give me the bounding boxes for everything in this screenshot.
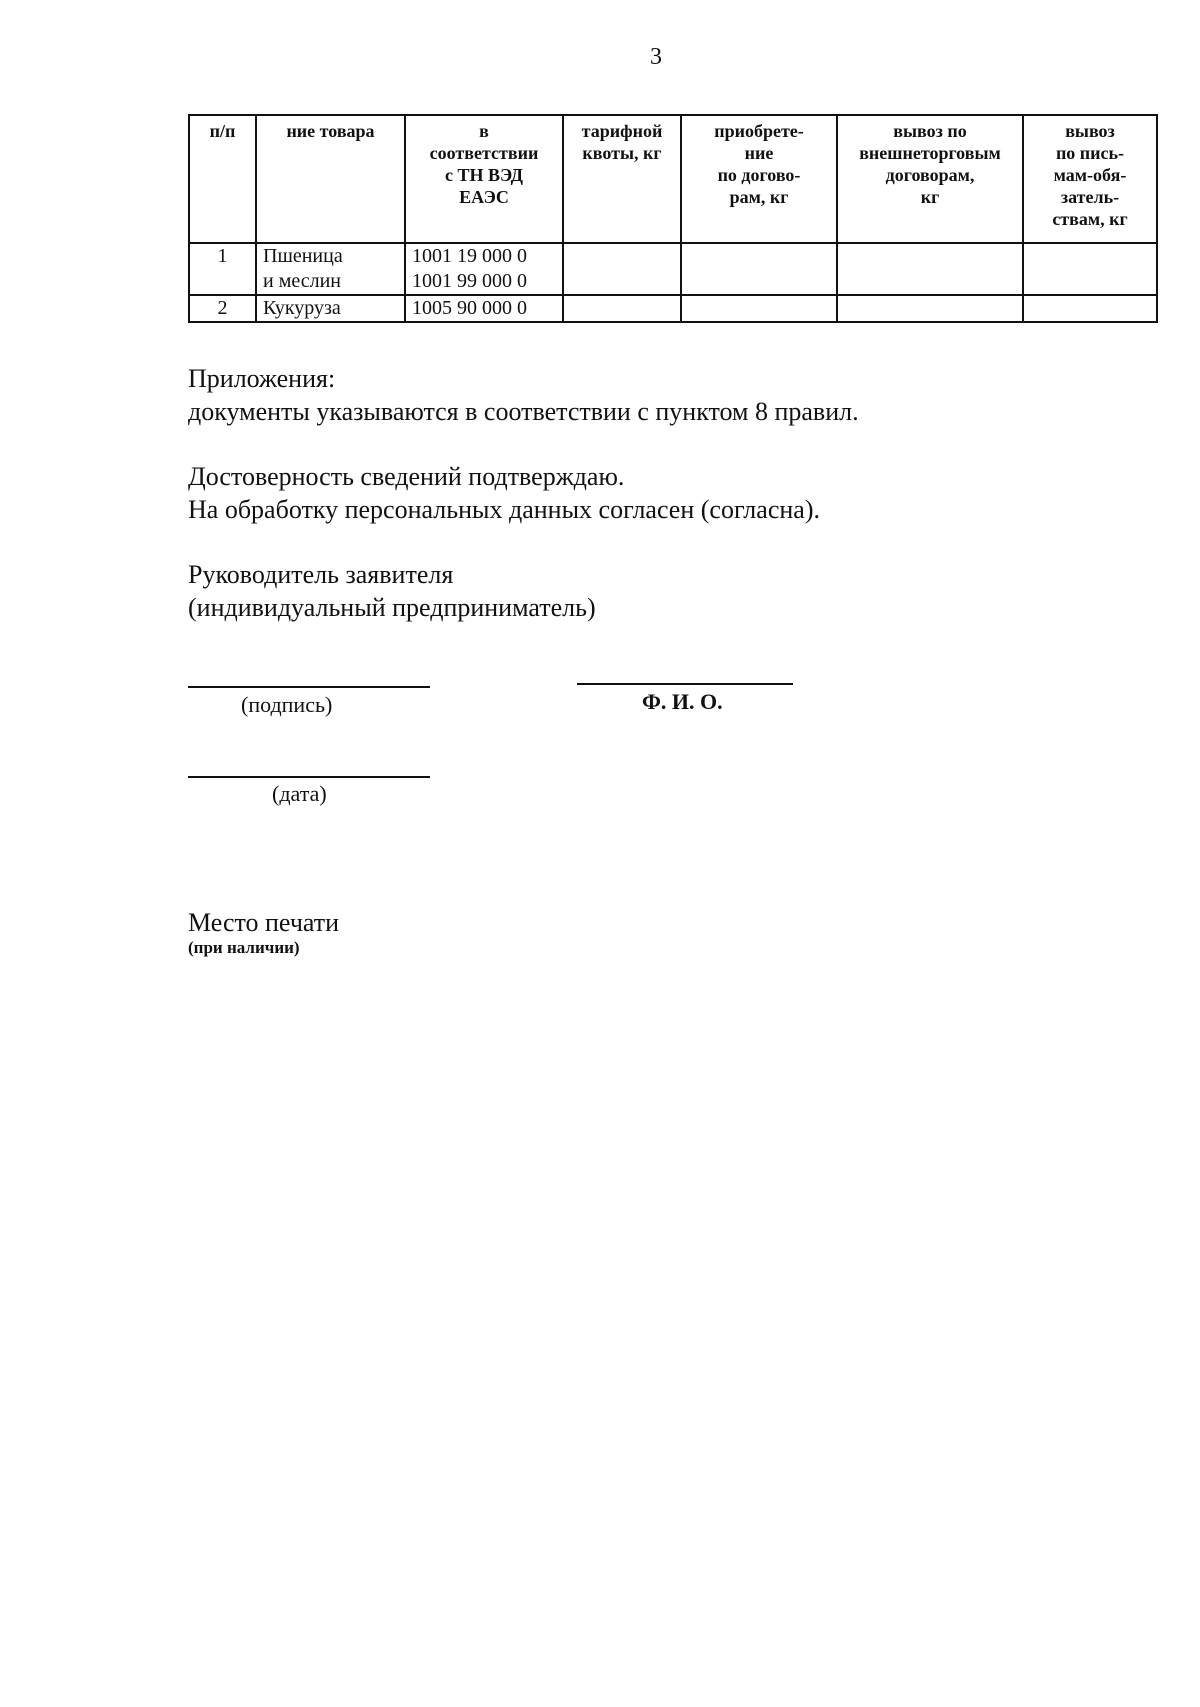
stamp-note: (при наличии) [188, 938, 300, 957]
table-cell [837, 295, 1023, 322]
header-cell-export-letters: вывоз по пись- мам-обя- затель- ствам, кг [1023, 115, 1157, 243]
table-row [189, 243, 1157, 295]
table-cell: 1 [189, 243, 256, 295]
table-cell [1023, 243, 1157, 295]
date-caption: (дата) [272, 781, 327, 806]
table-cell: Кукуруза [256, 295, 405, 322]
confirmation-line-2: На обработку персональных данных согласен (согласна). [188, 495, 820, 524]
table-cell: 1001 19 000 0 1001 99 000 0 [405, 243, 563, 295]
name-caption: Ф. И. О. [642, 689, 723, 714]
table-row [189, 295, 1157, 322]
table-cell: 1005 90 000 0 [405, 295, 563, 322]
table-header-row [189, 115, 1157, 243]
head-title: Руководитель заявителя [188, 560, 454, 589]
table-cell: 2 [189, 295, 256, 322]
table-cell [563, 295, 681, 322]
attachments-text: документы указываются в соответствии с пунктом 8 правил. [188, 397, 859, 426]
head-subtitle: (индивидуальный предприниматель) [188, 593, 596, 622]
confirmation-line-1: Достоверность сведений подтверждаю. [188, 462, 625, 491]
attachments-heading: Приложения: [188, 364, 336, 393]
name-line [577, 683, 793, 685]
header-cell-number: п/п [189, 115, 256, 243]
header-cell-product-name: ние товара [256, 115, 405, 243]
page-number: 3 [650, 44, 662, 70]
quota-table [188, 114, 1158, 323]
table-cell [837, 243, 1023, 295]
table-cell [681, 295, 837, 322]
header-cell-tariff-quota: тарифной квоты, кг [563, 115, 681, 243]
signature-line [188, 686, 430, 688]
table-cell [563, 243, 681, 295]
table-cell [1023, 295, 1157, 322]
signature-caption: (подпись) [241, 692, 333, 717]
stamp-label: Место печати [188, 908, 340, 937]
header-cell-export-contracts: вывоз по внешнеторговым договорам, кг [837, 115, 1023, 243]
table-cell: Пшеница и меслин [256, 243, 405, 295]
header-cell-tn-ved-code: в соответствии с ТН ВЭД ЕАЭС [405, 115, 563, 243]
date-line [188, 776, 430, 778]
table-cell [681, 243, 837, 295]
header-cell-purchase-contracts: приобрете- ние по догово- рам, кг [681, 115, 837, 243]
